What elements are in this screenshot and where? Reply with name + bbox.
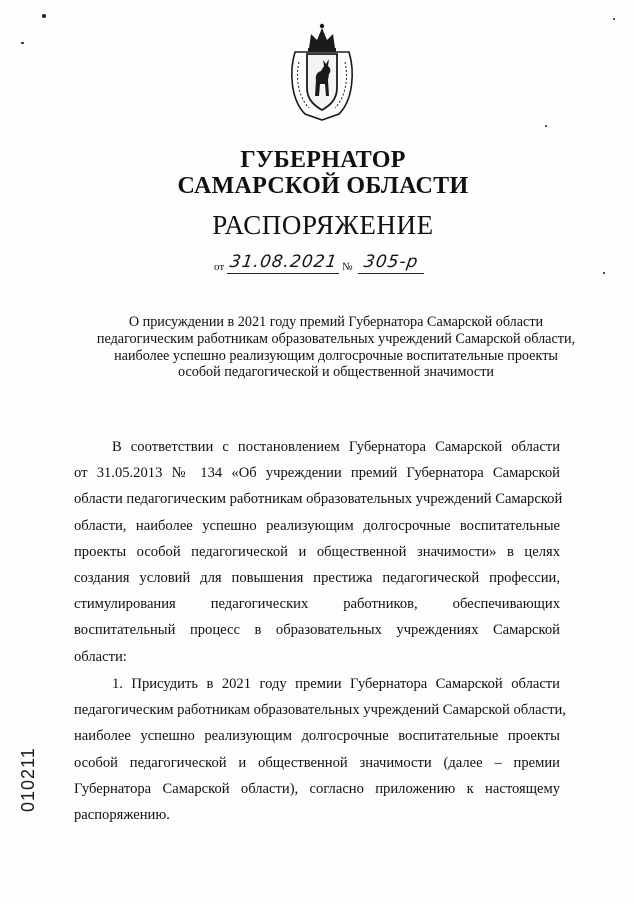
text-line: области: — [74, 648, 127, 665]
date-number-line — [214, 252, 434, 278]
text-line: воспитательный процесс в образовательных учреждениях Самарской — [74, 622, 560, 639]
text-line: педагогическим работникам образовательных учреждений Самарской области, — [74, 702, 566, 719]
text-line: распоряжению. — [74, 806, 170, 823]
samara-coat-of-arms-icon — [287, 22, 357, 122]
subject-line: наиболее успешно реализующим долгосрочные воспитательные проекты — [114, 347, 558, 364]
text-line: создания условий для повышения престижа педагогической профессии, — [74, 569, 560, 586]
text-line: В соответствии с постановлением Губернатора Самарской области — [112, 439, 560, 455]
text-line: особой педагогической и общественной значимости (далее – премии — [74, 754, 560, 771]
org-title-line1: ГУБЕРНАТОР — [240, 147, 406, 173]
text-line: стимулирования педагогических работников, обеспечивающих — [74, 596, 560, 613]
scan-speck — [545, 125, 547, 127]
body-paragraph-item1 — [74, 671, 566, 828]
side-serial-number: 010211 — [18, 747, 38, 812]
text-line: наиболее успешно реализующим долгосрочные воспитательные проекты — [74, 728, 560, 745]
number-label: № — [342, 261, 353, 273]
scan-speck — [603, 272, 605, 274]
number-underline — [358, 273, 424, 274]
handwritten-date: 31.08.2021 — [228, 252, 339, 272]
document-subject — [96, 314, 576, 381]
text-line: проекты особой педагогической и общественной значимости» в целях — [74, 543, 560, 560]
subject-line: педагогическим работникам образовательных учреждений Самарской области, — [96, 330, 576, 347]
text-line: области, наиболее успешно реализующим долгосрочные воспитательные — [74, 517, 560, 534]
text-line: области педагогическим работникам образовательных учреждений Самарской — [74, 491, 563, 508]
date-from-label: от — [214, 261, 225, 273]
body-paragraph-preamble — [74, 434, 563, 670]
date-underline — [227, 273, 339, 274]
subject-line: особой педагогической и общественной значимости — [178, 364, 494, 381]
text-line: Губернатора Самарской области), согласно приложению к настоящему — [74, 780, 560, 797]
scan-speck — [21, 42, 24, 44]
scan-speck — [42, 14, 46, 18]
subject-line: О присуждении в 2021 году премий Губернатора Самарской области — [128, 314, 544, 330]
text-line: от 31.05.2013 № 134 «Об учреждении премий Губернатора Самарской — [74, 465, 560, 482]
scan-speck — [613, 18, 615, 20]
org-title-line2: САМАРСКОЙ ОБЛАСТИ — [177, 173, 469, 199]
document-type-title: РАСПОРЯЖЕНИЕ — [212, 210, 434, 240]
text-line: 1. Присудить в 2021 году премии Губернатора Самарской области — [112, 676, 560, 692]
handwritten-number: 305-р — [362, 252, 420, 272]
